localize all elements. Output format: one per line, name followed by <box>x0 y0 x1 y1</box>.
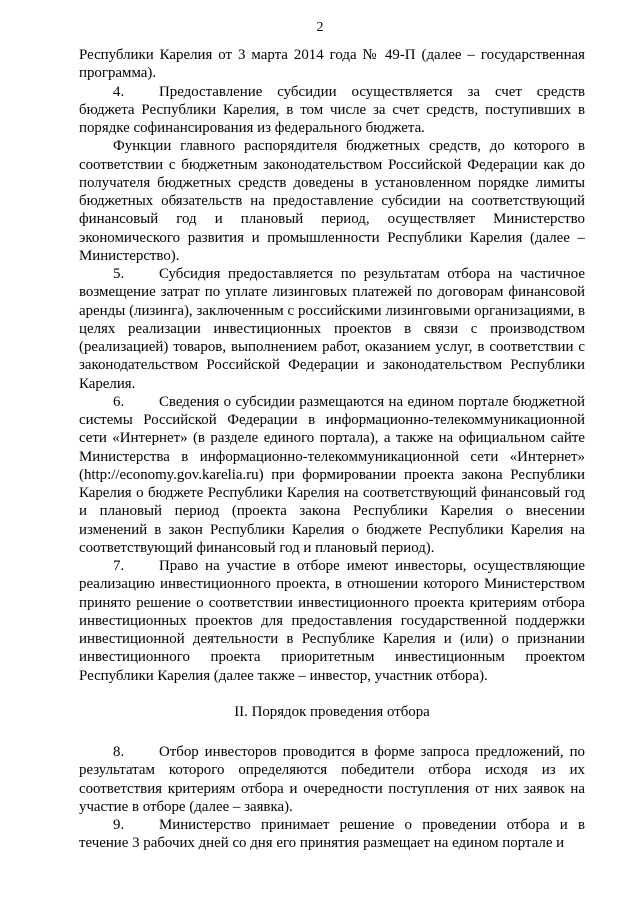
section-bottom <box>79 743 585 853</box>
page-number: 2 <box>316 20 324 35</box>
document-body <box>79 46 585 853</box>
paragraph-text: Функции главного распорядителя бюджетных средств, до которого в соответствии с бюджетным законодательством Российской Федерации как до получателя бюджетных средств доведены в установленном порядке лимиты бюджетных обязательств на предоставление субсидии на соответствующий финансовый год и плановый период, осуществляет Министерство экономического развития и промышленности Республики Карелия (далее – Министерство). <box>79 138 585 264</box>
section-top <box>79 46 585 685</box>
paragraph-number: 6. <box>113 393 125 410</box>
paragraph-number: 5. <box>113 266 125 282</box>
paragraph <box>79 557 585 685</box>
paragraph-text: Право на участие в отборе имеют инвесторы, осуществляющие реализацию инвестиционного проекта, в отношении которого Министерством принято решение о соответствии инвестиционного проекта критериям отбора инвестиционных проектов для предоставления государственной поддержки инвестиционной деятельности в Республике Карелия и (или) о признании инвестиционного проекта приоритетным инвестиционным проектом Республики Карелия (далее также – инвестор, участник отбора). <box>79 558 585 684</box>
paragraph-number: 4. <box>113 83 125 100</box>
section-heading: II. Порядок проведения отбора <box>234 703 430 720</box>
paragraph-number: 7. <box>113 558 125 574</box>
paragraph-text: Субсидия предоставляется по результатам отбора на частичное возмещение затрат по уплате лизинговых платежей по договорам финансовой аренды (лизинга), заключенным с российскими лизинговыми организациями, в целях реализации инвестиционных проектов в связи с производством (реализацией) товаров, выполнением работ, оказанием услуг, в соответствии с законодательством Российской Федерации и законодательством Республики Карелия. <box>79 266 585 392</box>
paragraph-text: Предоставление субсидии осуществляется за счет средств бюджета Республики Карелия, в том числе за счет средств, поступивших в порядке софинансирования из федерального бюджета. <box>79 83 585 136</box>
paragraph <box>79 393 585 557</box>
paragraph-text: Отбор инвесторов проводится в форме запроса предложений, по результатам которого определяются победители отбора исходя из их соответствия критериям отбора и очередности поступления от них заявок на участие в отборе (далее – заявка). <box>79 744 585 815</box>
paragraph <box>79 137 585 265</box>
paragraph-text: Министерство принимает решение о проведении отбора и в течение 3 рабочих дней со дня его принятия размещает на едином портале и <box>79 817 585 852</box>
paragraph-text: Республики Карелия от 3 марта 2014 года № 49-П (далее – государственная программа). <box>79 47 585 82</box>
paragraph-number: 9. <box>113 817 125 833</box>
paragraph <box>79 743 585 816</box>
paragraph <box>79 46 585 83</box>
paragraph-text: Сведения о субсидии размещаются на едином портале бюджетной системы Российской Федерации в информационно-телекоммуникационной сети «Интернет» (в разделе единого портала), а также на официальном сайте Министерства в информационно-телекоммуникационной сети «Интернет» (http://economy.gov.karelia.ru) при формировании проекта закона Республики Карелия о бюджете Республики Карелия на соответствующий финансовый год и плановый период (проекта закона Республики Карелия о внесении изменений в закон Республики Карелия о бюджете Республики Карелия на соответствующий финансовый год и плановый период). <box>79 393 585 556</box>
paragraph <box>79 265 585 393</box>
paragraph <box>79 83 585 138</box>
paragraph <box>79 816 585 853</box>
paragraph-number: 8. <box>113 744 125 760</box>
